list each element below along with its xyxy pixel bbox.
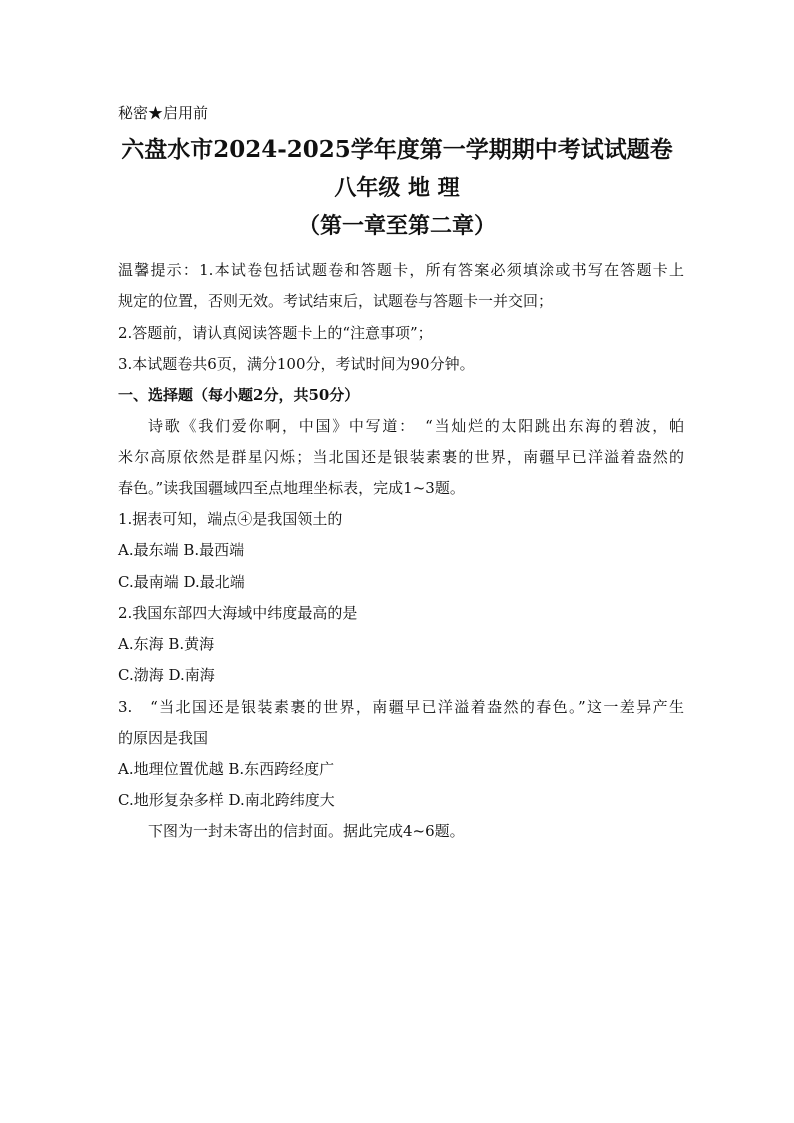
intro-line-3: 春色。”读我国疆域四至点地理坐标表，完成1~3题。 <box>118 479 465 497</box>
section-heading: 一、选择题（每小题2分，共50分） <box>118 386 360 404</box>
question-3-options-row-1: A.地理位置优越 B.东西跨经度广 <box>118 760 335 778</box>
question-1-options-row-2: C.最南端 D.最北端 <box>118 573 245 591</box>
question-3-options-row-2: C.地形复杂多样 D.南北跨纬度大 <box>118 791 335 809</box>
grade-subject-title: 八年级 地 理 <box>334 175 460 201</box>
question-3-stem-line-1: 3. “当北国还是银装素裹的世界，南疆早已洋溢着盎然的春色。”这一差异产生 <box>118 698 684 716</box>
intro-line-2: 米尔高原依然是群星闪烁；当北国还是银装素裹的世界，南疆早已洋溢着盎然的 <box>118 448 684 466</box>
question-2-stem: 2.我国东部四大海域中纬度最高的是 <box>118 604 358 622</box>
question-3-stem-line-2: 的原因是我国 <box>118 729 209 747</box>
chapter-scope-title: （第一章至第二章） <box>297 213 496 239</box>
question-2-options-row-2: C.渤海 D.南海 <box>118 666 215 684</box>
question-2-options-row-1: A.东海 B.黄海 <box>118 635 215 653</box>
intro-line-1: 诗歌《我们爱你啊，中国》中写道： “当灿烂的太阳跳出东海的碧波，帕 <box>148 417 684 435</box>
notes-line-2: 规定的位置，否则无效。考试结束后，试题卷与答题卡一并交回； <box>118 292 554 310</box>
exam-title: 六盘水市2024-2025学年度第一学期期中考试试题卷 <box>121 136 673 163</box>
confidential-label: 秘密★启用前 <box>118 104 209 122</box>
question-1-options-row-1: A.最东端 B.最西端 <box>118 541 245 559</box>
notes-line-1: 温馨提示：1.本试卷包括试题卷和答题卡，所有答案必须填涂或书写在答题卡上 <box>118 261 684 279</box>
notes-line-3: 2.答题前，请认真阅读答题卡上的“注意事项”； <box>118 324 433 342</box>
question-1-stem: 1.据表可知，端点④是我国领土的 <box>118 510 343 528</box>
next-questions-intro: 下图为一封未寄出的信封面。据此完成4~6题。 <box>148 822 465 840</box>
notes-line-4: 3.本试题卷共6页，满分100分，考试时间为90分钟。 <box>118 355 475 373</box>
